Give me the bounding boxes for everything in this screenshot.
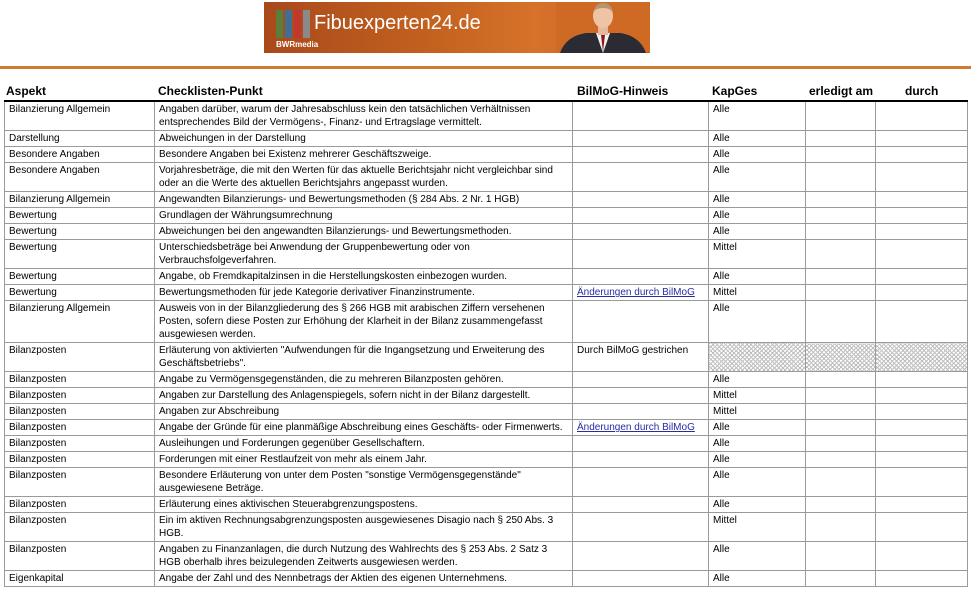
logo-block-icon [294, 10, 301, 38]
cell-kapges[interactable]: Alle [709, 497, 806, 513]
cell-durch[interactable] [876, 404, 968, 420]
cell-durch[interactable] [876, 343, 968, 372]
cell-checklisten-punkt[interactable]: Angabe, ob Fremdkapitalzinsen in die Herstellungskosten einbezogen wurden. [155, 269, 573, 285]
table-row [5, 285, 968, 301]
header-kapges: KapGes [712, 84, 758, 98]
cell-erledigt-am[interactable] [806, 240, 876, 269]
cell-durch[interactable] [876, 420, 968, 436]
cell-durch[interactable] [876, 436, 968, 452]
cell-erledigt-am[interactable] [806, 420, 876, 436]
cell-checklisten-punkt[interactable]: Erläuterung eines aktivischen Steuerabgrenzungspostens. [155, 497, 573, 513]
cell-erledigt-am[interactable] [806, 131, 876, 147]
cell-aspekt[interactable]: Bilanzposten [5, 468, 155, 497]
header-erledigt-am: erledigt am [809, 84, 874, 98]
header-bilmog-hinweis: BilMoG-Hinweis [577, 84, 669, 98]
cell-durch[interactable] [876, 240, 968, 269]
cell-kapges[interactable]: Alle [709, 452, 806, 468]
cell-checklisten-punkt[interactable]: Angewandten Bilanzierungs- und Bewertungsmethoden (§ 284 Abs. 2 Nr. 1 HGB) [155, 192, 573, 208]
cell-erledigt-am[interactable] [806, 404, 876, 420]
cell-durch[interactable] [876, 147, 968, 163]
cell-durch[interactable] [876, 224, 968, 240]
cell-aspekt[interactable]: Besondere Angaben [5, 147, 155, 163]
cell-bilmog-hinweis[interactable] [573, 404, 709, 420]
cell-erledigt-am[interactable] [806, 497, 876, 513]
cell-kapges[interactable]: Alle [709, 208, 806, 224]
cell-checklisten-punkt[interactable]: Angaben darüber, warum der Jahresabschluss kein den tatsächlichen Verhältnissen entsprechendes Bild der Vermögens-, Finanz- und Ertragslage vermittelt. [155, 101, 573, 131]
table-row [5, 571, 968, 587]
table-row [5, 269, 968, 285]
cell-kapges[interactable]: Alle [709, 147, 806, 163]
cell-kapges[interactable]: Alle [709, 420, 806, 436]
table-row [5, 240, 968, 269]
brand-name: Fibuexperten24.de [314, 12, 481, 34]
cell-checklisten-punkt[interactable]: Ausleihungen und Forderungen gegenüber Gesellschaftern. [155, 436, 573, 452]
cell-durch[interactable] [876, 269, 968, 285]
cell-checklisten-punkt[interactable]: Angaben zur Darstellung des Anlagenspiegels, sofern nicht in der Bilanz dargestellt. [155, 388, 573, 404]
cell-kapges[interactable]: Mittel [709, 388, 806, 404]
cell-durch[interactable] [876, 452, 968, 468]
header-aspekt: Aspekt [6, 84, 47, 98]
cell-bilmog-hinweis[interactable] [573, 285, 709, 301]
cell-checklisten-punkt[interactable]: Angabe der Zahl und des Nennbetrags der Aktien des eigenen Unternehmens. [155, 571, 573, 587]
cell-bilmog-hinweis[interactable] [573, 388, 709, 404]
cell-checklisten-punkt[interactable]: Abweichungen bei den angewandten Bilanzierungs- und Bewertungsmethoden. [155, 224, 573, 240]
cell-aspekt[interactable]: Bilanzposten [5, 542, 155, 571]
bwrmedia-logo-icon [276, 10, 310, 38]
cell-kapges[interactable]: Alle [709, 192, 806, 208]
logo-block-icon [303, 10, 310, 38]
table-row [5, 147, 968, 163]
table-row [5, 301, 968, 343]
cell-aspekt[interactable]: Bilanzposten [5, 372, 155, 388]
cell-aspekt[interactable]: Bilanzposten [5, 404, 155, 420]
table-row [5, 131, 968, 147]
cell-durch[interactable] [876, 372, 968, 388]
cell-durch[interactable] [876, 571, 968, 587]
cell-erledigt-am[interactable] [806, 224, 876, 240]
cell-bilmog-hinweis[interactable] [573, 147, 709, 163]
cell-erledigt-am[interactable] [806, 468, 876, 497]
cell-erledigt-am[interactable] [806, 571, 876, 587]
cell-checklisten-punkt[interactable]: Grundlagen der Währungsumrechnung [155, 208, 573, 224]
cell-durch[interactable] [876, 301, 968, 343]
header-checklisten-punkt: Checklisten-Punkt [158, 84, 263, 98]
cell-durch[interactable] [876, 388, 968, 404]
cell-bilmog-hinweis[interactable] [573, 301, 709, 343]
checklist-table [4, 100, 968, 587]
table-row [5, 372, 968, 388]
cell-aspekt[interactable]: Bilanzposten [5, 452, 155, 468]
table-row [5, 452, 968, 468]
cell-erledigt-am[interactable] [806, 372, 876, 388]
table-row [5, 497, 968, 513]
header-durch: durch [905, 84, 939, 98]
column-header-row [4, 84, 971, 100]
cell-aspekt[interactable]: Darstellung [5, 131, 155, 147]
cell-aspekt[interactable]: Besondere Angaben [5, 163, 155, 192]
cell-bilmog-hinweis[interactable] [573, 163, 709, 192]
cell-durch[interactable] [876, 497, 968, 513]
cell-checklisten-punkt[interactable]: Vorjahresbeträge, die mit den Werten für das aktuelle Berichtsjahr nicht vergleichbar sind oder an die Werte des aktuellen Berichtsjahrs angepasst wurden. [155, 163, 573, 192]
cell-kapges[interactable]: Alle [709, 436, 806, 452]
cell-bilmog-hinweis[interactable] [573, 101, 709, 131]
cell-aspekt[interactable]: Bilanzierung Allgemein [5, 192, 155, 208]
cell-aspekt[interactable]: Bilanzposten [5, 420, 155, 436]
person-portrait-icon [556, 2, 650, 53]
cell-bilmog-hinweis[interactable] [573, 224, 709, 240]
cell-erledigt-am[interactable] [806, 192, 876, 208]
cell-aspekt[interactable]: Eigenkapital [5, 571, 155, 587]
cell-checklisten-punkt[interactable]: Angaben zu Finanzanlagen, die durch Nutzung des Wahlrechts des § 253 Abs. 2 Satz 3 HGB oberhalb ihres beizulegenden Zeitwerts ausgewiesen werden. [155, 542, 573, 571]
cell-aspekt[interactable]: Bewertung [5, 208, 155, 224]
cell-kapges[interactable] [709, 343, 806, 372]
sub-brand-name: BWRmedia [276, 40, 319, 49]
cell-checklisten-punkt[interactable]: Bewertungsmethoden für jede Kategorie derivativer Finanzinstrumente. [155, 285, 573, 301]
cell-erledigt-am[interactable] [806, 301, 876, 343]
header-divider [0, 66, 971, 69]
cell-bilmog-hinweis[interactable] [573, 420, 709, 436]
cell-checklisten-punkt[interactable]: Abweichungen in der Darstellung [155, 131, 573, 147]
cell-bilmog-hinweis[interactable] [573, 192, 709, 208]
cell-checklisten-punkt[interactable]: Forderungen mit einer Restlaufzeit von mehr als einem Jahr. [155, 452, 573, 468]
table-row [5, 343, 968, 372]
table-row [5, 513, 968, 542]
cell-durch[interactable] [876, 163, 968, 192]
table-row [5, 101, 968, 131]
cell-checklisten-punkt[interactable]: Angabe der Gründe für eine planmäßige Abschreibung eines Geschäfts- oder Firmenwerts. [155, 420, 573, 436]
cell-kapges[interactable]: Alle [709, 269, 806, 285]
cell-checklisten-punkt[interactable]: Angabe zu Vermögensgegenständen, die zu mehreren Bilanzposten gehören. [155, 372, 573, 388]
cell-durch[interactable] [876, 513, 968, 542]
bilmog-hinweis-link[interactable]: Änderungen durch BilMoG [577, 287, 695, 298]
cell-erledigt-am[interactable] [806, 343, 876, 372]
cell-kapges[interactable]: Alle [709, 101, 806, 131]
cell-checklisten-punkt[interactable]: Ausweis von in der Bilanzgliederung des § 266 HGB mit arabischen Ziffern versehenen Posten, sofern diese Posten zur Erhöhung der Klarheit in der Bilanz zusammengefasst ausgewiesen werden. [155, 301, 573, 343]
cell-durch[interactable] [876, 131, 968, 147]
cell-bilmog-hinweis[interactable] [573, 208, 709, 224]
cell-checklisten-punkt[interactable]: Ein im aktiven Rechnungsabgrenzungsposten ausgewiesenes Disagio nach § 250 Abs. 3 HGB. [155, 513, 573, 542]
cell-durch[interactable] [876, 208, 968, 224]
logo-block-icon [276, 10, 283, 38]
cell-kapges[interactable]: Alle [709, 372, 806, 388]
cell-bilmog-hinweis[interactable] [573, 372, 709, 388]
cell-bilmog-hinweis[interactable] [573, 542, 709, 571]
cell-kapges[interactable]: Alle [709, 542, 806, 571]
cell-bilmog-hinweis[interactable] [573, 436, 709, 452]
table-row [5, 468, 968, 497]
cell-kapges[interactable]: Alle [709, 468, 806, 497]
cell-aspekt[interactable]: Bilanzposten [5, 513, 155, 542]
cell-durch[interactable] [876, 192, 968, 208]
cell-aspekt[interactable]: Bewertung [5, 285, 155, 301]
cell-erledigt-am[interactable] [806, 163, 876, 192]
cell-checklisten-punkt[interactable]: Unterschiedsbeträge bei Anwendung der Gruppenbewertung oder von Verbrauchsfolgeverfahren. [155, 240, 573, 269]
cell-aspekt[interactable]: Bilanzposten [5, 388, 155, 404]
table-row [5, 224, 968, 240]
cell-kapges[interactable]: Mittel [709, 285, 806, 301]
cell-kapges[interactable]: Mittel [709, 513, 806, 542]
cell-aspekt[interactable]: Bewertung [5, 224, 155, 240]
table-row [5, 208, 968, 224]
cell-erledigt-am[interactable] [806, 269, 876, 285]
table-row [5, 542, 968, 571]
cell-bilmog-hinweis[interactable] [573, 571, 709, 587]
cell-aspekt[interactable]: Bilanzierung Allgemein [5, 101, 155, 131]
cell-bilmog-hinweis[interactable]: Durch BilMoG gestrichen [573, 343, 709, 372]
cell-aspekt[interactable]: Bilanzposten [5, 343, 155, 372]
logo-block-icon [285, 10, 292, 38]
cell-checklisten-punkt[interactable]: Besondere Erläuterung von unter dem Posten "sonstige Vermögensgegenstände" ausgewiesene Beträge. [155, 468, 573, 497]
cell-kapges[interactable]: Alle [709, 571, 806, 587]
cell-kapges[interactable]: Alle [709, 224, 806, 240]
cell-bilmog-hinweis[interactable] [573, 240, 709, 269]
cell-checklisten-punkt[interactable]: Besondere Angaben bei Existenz mehrerer Geschäftszweige. [155, 147, 573, 163]
cell-erledigt-am[interactable] [806, 436, 876, 452]
cell-kapges[interactable]: Alle [709, 131, 806, 147]
cell-erledigt-am[interactable] [806, 542, 876, 571]
table-row [5, 404, 968, 420]
cell-erledigt-am[interactable] [806, 101, 876, 131]
checklist-sheet [4, 84, 971, 587]
bilmog-hinweis-link[interactable]: Änderungen durch BilMoG [577, 422, 695, 433]
cell-aspekt[interactable]: Bilanzposten [5, 436, 155, 452]
cell-erledigt-am[interactable] [806, 513, 876, 542]
cell-durch[interactable] [876, 285, 968, 301]
cell-durch[interactable] [876, 542, 968, 571]
cell-aspekt[interactable]: Bewertung [5, 240, 155, 269]
cell-bilmog-hinweis[interactable] [573, 131, 709, 147]
cell-durch[interactable] [876, 468, 968, 497]
cell-kapges[interactable]: Mittel [709, 240, 806, 269]
cell-bilmog-hinweis[interactable] [573, 497, 709, 513]
cell-aspekt[interactable]: Bewertung [5, 269, 155, 285]
cell-bilmog-hinweis[interactable] [573, 513, 709, 542]
cell-erledigt-am[interactable] [806, 388, 876, 404]
table-row [5, 388, 968, 404]
cell-bilmog-hinweis[interactable] [573, 468, 709, 497]
table-row [5, 420, 968, 436]
cell-aspekt[interactable]: Bilanzposten [5, 497, 155, 513]
cell-checklisten-punkt[interactable]: Angaben zur Abschreibung [155, 404, 573, 420]
cell-erledigt-am[interactable] [806, 452, 876, 468]
cell-erledigt-am[interactable] [806, 285, 876, 301]
fibuexperten-banner[interactable] [264, 2, 650, 53]
cell-aspekt[interactable]: Bilanzierung Allgemein [5, 301, 155, 343]
cell-kapges[interactable]: Alle [709, 301, 806, 343]
table-row [5, 163, 968, 192]
cell-kapges[interactable]: Alle [709, 163, 806, 192]
cell-kapges[interactable]: Mittel [709, 404, 806, 420]
table-row [5, 192, 968, 208]
cell-bilmog-hinweis[interactable] [573, 452, 709, 468]
checklist-rows [5, 101, 968, 587]
cell-bilmog-hinweis[interactable] [573, 269, 709, 285]
cell-checklisten-punkt[interactable]: Erläuterung von aktivierten "Aufwendungen für die Ingangsetzung und Erweiterung des Geschäftsbetriebs". [155, 343, 573, 372]
cell-durch[interactable] [876, 101, 968, 131]
cell-erledigt-am[interactable] [806, 208, 876, 224]
table-row [5, 436, 968, 452]
cell-erledigt-am[interactable] [806, 147, 876, 163]
